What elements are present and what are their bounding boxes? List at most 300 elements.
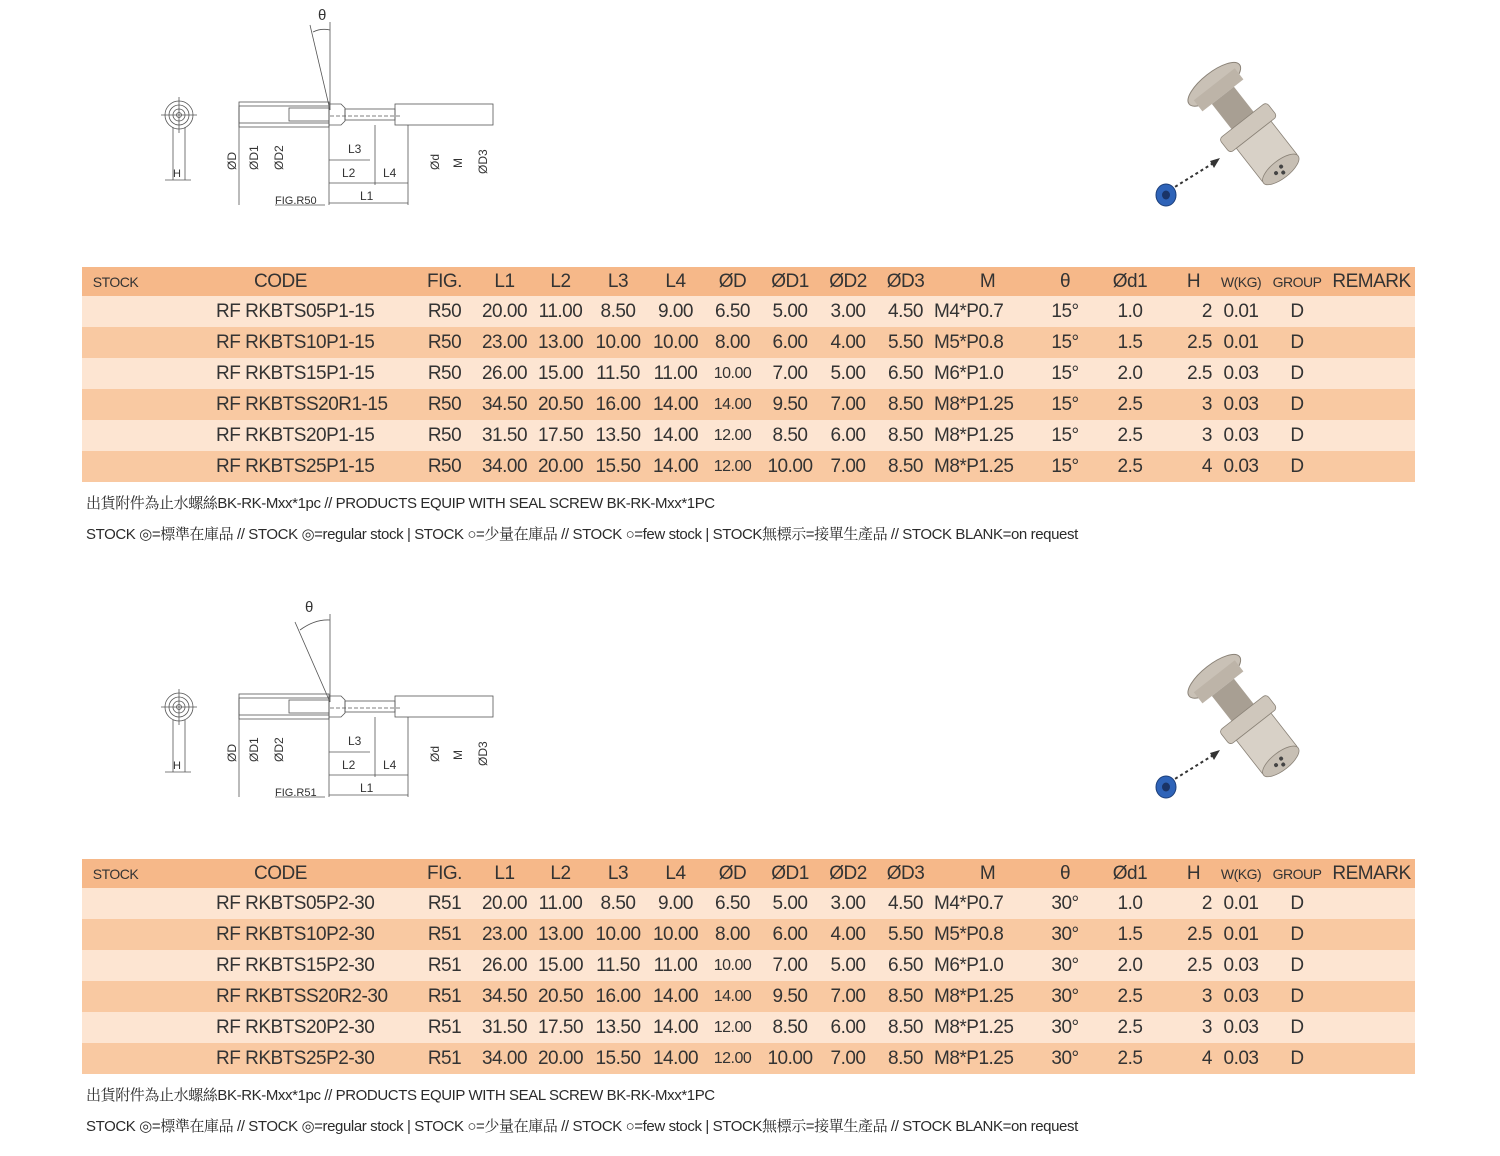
cell-l3: 13.50 [589,1012,647,1043]
cell-d3: 5.50 [877,919,934,950]
cell-group: D [1266,919,1328,950]
cell-group: D [1266,950,1328,981]
cell-theta: 15° [1041,327,1089,358]
cell-d2: 4.00 [819,919,877,950]
cell-d2: 7.00 [819,1043,877,1074]
cell-l1: 34.00 [477,451,532,482]
cell-d1: 5.00 [761,296,819,327]
col-header-remark: REMARK [1328,859,1415,888]
cell-l3: 16.00 [589,389,647,420]
cell-sd1: 1.0 [1089,296,1171,327]
spec-table [82,267,1415,482]
cell-theta: 30° [1041,888,1089,919]
col-header-l2: L2 [532,859,589,888]
cell-fig: R51 [412,1012,477,1043]
cell-m: M8*P1.25 [934,1043,1041,1074]
table-row [82,358,1415,389]
cell-d3: 8.50 [877,981,934,1012]
cell-group: D [1266,451,1328,482]
cell-theta: 15° [1041,420,1089,451]
cell-theta: 30° [1041,1012,1089,1043]
svg-text:L2: L2 [342,758,356,772]
retention-knob-render [1140,40,1350,220]
cell-theta: 30° [1041,919,1089,950]
cell-d: 10.00 [704,358,761,389]
cell-group: D [1266,389,1328,420]
cell-w: 0.03 [1216,358,1266,389]
cell-l2: 13.00 [532,327,589,358]
cell-sd1: 2.5 [1089,981,1171,1012]
col-header-d3: ØD3 [877,267,934,296]
cell-d3: 4.50 [877,888,934,919]
col-header-code: CODE [149,267,412,296]
cell-d2: 5.00 [819,950,877,981]
cell-h: 4 [1171,451,1216,482]
cell-l3: 15.50 [589,451,647,482]
table-header [82,267,1415,296]
table-row [82,451,1415,482]
cell-stock [82,981,149,1012]
svg-text:L1: L1 [360,781,374,795]
cell-theta: 15° [1041,451,1089,482]
cell-d3: 5.50 [877,327,934,358]
col-header-d3: ØD3 [877,859,934,888]
cell-d2: 6.00 [819,420,877,451]
cell-code: RF RKBTS25P1-15 [149,451,412,482]
cell-theta: 30° [1041,981,1089,1012]
cell-stock [82,389,149,420]
svg-text:L3: L3 [348,142,362,156]
svg-text:ØD3: ØD3 [476,149,490,174]
cell-stock [82,1043,149,1074]
cell-theta: 15° [1041,389,1089,420]
cell-d1: 10.00 [761,451,819,482]
spec-table [82,859,1415,1074]
cell-stock [82,327,149,358]
cell-d3: 8.50 [877,1012,934,1043]
cell-l2: 20.00 [532,1043,589,1074]
svg-text:Ød: Ød [428,745,442,762]
cell-w: 0.01 [1216,327,1266,358]
svg-text:L2: L2 [342,166,356,180]
cell-d1: 7.00 [761,358,819,389]
cell-d: 12.00 [704,1012,761,1043]
table-header [82,859,1415,888]
table-row [82,981,1415,1012]
col-header-l1: L1 [477,267,532,296]
cell-remark [1328,888,1415,919]
cell-l2: 11.00 [532,296,589,327]
col-header-h: H [1171,267,1216,296]
cell-sd1: 2.0 [1089,950,1171,981]
cell-code: RF RKBTS20P2-30 [149,1012,412,1043]
cell-fig: R50 [412,358,477,389]
cell-h: 2 [1171,296,1216,327]
cell-h: 3 [1171,981,1216,1012]
cell-fig: R50 [412,451,477,482]
cell-remark [1328,950,1415,981]
table-row [82,1043,1415,1074]
cell-d: 12.00 [704,420,761,451]
cell-code: RF RKBTS20P1-15 [149,420,412,451]
cell-sd1: 1.0 [1089,888,1171,919]
cell-m: M4*P0.7 [934,888,1041,919]
cell-m: M8*P1.25 [934,451,1041,482]
col-header-d2: ØD2 [819,267,877,296]
cell-l3: 15.50 [589,1043,647,1074]
cell-w: 0.01 [1216,296,1266,327]
cell-l4: 14.00 [647,981,704,1012]
svg-text:ØD2: ØD2 [272,145,286,170]
col-header-remark: REMARK [1328,267,1415,296]
cell-l1: 31.50 [477,1012,532,1043]
col-header-l1: L1 [477,859,532,888]
stock-legend-note: STOCK ◎=標準在庫品 // STOCK ◎=regular stock | STOCK ○=少量在庫品 // STOCK ○=few stock | STOCK無標示=接單生產品 // STOCK BLANK=on request [86,526,1078,543]
cell-code: RF RKBTS05P1-15 [149,296,412,327]
dimension-labels [225,734,490,795]
cell-l2: 15.00 [532,950,589,981]
technical-drawing [155,0,515,220]
cell-l1: 34.00 [477,1043,532,1074]
cell-sd1: 2.0 [1089,358,1171,389]
cell-remark [1328,389,1415,420]
svg-text:ØD1: ØD1 [247,145,261,170]
cell-stock [82,451,149,482]
cell-d3: 8.50 [877,451,934,482]
seal-screw [1156,776,1176,798]
col-header-w: W(KG) [1216,859,1266,888]
cell-fig: R50 [412,327,477,358]
cell-l4: 11.00 [647,358,704,389]
cell-d2: 3.00 [819,296,877,327]
cell-l4: 14.00 [647,1012,704,1043]
col-header-code: CODE [149,859,412,888]
cell-theta: 15° [1041,296,1089,327]
cell-d3: 8.50 [877,1043,934,1074]
cell-l4: 14.00 [647,451,704,482]
cell-l2: 13.00 [532,919,589,950]
technical-drawing [155,592,515,812]
cell-l1: 23.00 [477,919,532,950]
cell-d: 6.50 [704,888,761,919]
table-row [82,420,1415,451]
svg-text:L3: L3 [348,734,362,748]
cell-l2: 17.50 [532,420,589,451]
cell-h: 2.5 [1171,358,1216,389]
col-header-fig: FIG. [412,267,477,296]
cell-sd1: 1.5 [1089,919,1171,950]
cell-l1: 20.00 [477,888,532,919]
col-header-h: H [1171,859,1216,888]
svg-text:L4: L4 [383,758,397,772]
cell-fig: R51 [412,981,477,1012]
cell-fig: R50 [412,389,477,420]
svg-text:ØD: ØD [225,152,239,170]
cell-h: 4 [1171,1043,1216,1074]
cell-stock [82,888,149,919]
cell-code: RF RKBTS10P1-15 [149,327,412,358]
cell-fig: R51 [412,950,477,981]
col-header-d1: ØD1 [761,859,819,888]
svg-text:Ød: Ød [428,153,442,170]
cell-stock [82,919,149,950]
cell-code: RF RKBTS05P2-30 [149,888,412,919]
cell-w: 0.03 [1216,389,1266,420]
cell-d1: 7.00 [761,950,819,981]
cell-d1: 6.00 [761,919,819,950]
cell-h: 2.5 [1171,950,1216,981]
cell-l3: 11.50 [589,950,647,981]
cell-l2: 20.50 [532,981,589,1012]
col-header-m: M [934,859,1041,888]
cell-sd1: 2.5 [1089,420,1171,451]
cell-stock [82,358,149,389]
cell-fig: R51 [412,1043,477,1074]
cell-fig: R50 [412,296,477,327]
col-header-l2: L2 [532,267,589,296]
cell-l4: 10.00 [647,327,704,358]
cell-l4: 11.00 [647,950,704,981]
cell-l3: 13.50 [589,420,647,451]
table-row [82,327,1415,358]
table-row [82,389,1415,420]
svg-text:ØD3: ØD3 [476,741,490,766]
cell-l4: 14.00 [647,1043,704,1074]
cell-h: 3 [1171,420,1216,451]
cell-d3: 8.50 [877,389,934,420]
col-header-l4: L4 [647,859,704,888]
cell-w: 0.03 [1216,950,1266,981]
cell-remark [1328,451,1415,482]
svg-text:M: M [451,158,465,168]
col-header-sd1: Ød1 [1089,267,1171,296]
col-header-stock: STOCK [82,859,149,888]
col-header-l3: L3 [589,267,647,296]
cell-sd1: 2.5 [1089,1012,1171,1043]
cell-l2: 11.00 [532,888,589,919]
cell-stock [82,1012,149,1043]
table-row [82,1012,1415,1043]
cell-group: D [1266,981,1328,1012]
cell-l2: 17.50 [532,1012,589,1043]
cell-h: 3 [1171,1012,1216,1043]
cell-l1: 31.50 [477,420,532,451]
cell-code: RF RKBTS15P1-15 [149,358,412,389]
cell-remark [1328,358,1415,389]
cell-w: 0.01 [1216,888,1266,919]
col-header-d2: ØD2 [819,859,877,888]
cell-d: 8.00 [704,327,761,358]
col-header-l3: L3 [589,859,647,888]
cell-stock [82,296,149,327]
cell-theta: 30° [1041,1043,1089,1074]
theta-label: θ [305,599,314,616]
cell-d1: 9.50 [761,389,819,420]
cell-sd1: 2.5 [1089,1043,1171,1074]
stock-legend-note: STOCK ◎=標準在庫品 // STOCK ◎=regular stock | STOCK ○=少量在庫品 // STOCK ○=few stock | STOCK無標示=接單生產品 // STOCK BLANK=on request [86,1118,1078,1135]
h-label: H [173,168,181,180]
col-header-d: ØD [704,267,761,296]
theta-label: θ [318,7,327,24]
svg-text:ØD2: ØD2 [272,737,286,762]
cell-d: 6.50 [704,296,761,327]
cell-l2: 15.00 [532,358,589,389]
cell-l1: 34.50 [477,389,532,420]
cell-d3: 6.50 [877,358,934,389]
cell-remark [1328,327,1415,358]
cell-l2: 20.00 [532,451,589,482]
cell-l3: 10.00 [589,327,647,358]
col-header-d: ØD [704,859,761,888]
cell-code: RF RKBTSS20R1-15 [149,389,412,420]
cell-fig: R51 [412,919,477,950]
cell-w: 0.01 [1216,919,1266,950]
cell-remark [1328,296,1415,327]
col-header-d1: ØD1 [761,267,819,296]
cell-m: M5*P0.8 [934,327,1041,358]
col-header-group: GROUP [1266,267,1328,296]
col-header-w: W(KG) [1216,267,1266,296]
cell-m: M4*P0.7 [934,296,1041,327]
cell-fig: R51 [412,888,477,919]
cell-w: 0.03 [1216,1043,1266,1074]
accessory-note: 出貨附件為止水螺絲BK-RK-Mxx*1pc // PRODUCTS EQUIP WITH SEAL SCREW BK-RK-Mxx*1PC [86,1087,715,1104]
dimension-labels [225,142,490,203]
cell-d: 14.00 [704,389,761,420]
cell-h: 3 [1171,389,1216,420]
cell-sd1: 2.5 [1089,451,1171,482]
cell-d2: 7.00 [819,389,877,420]
cell-l1: 34.50 [477,981,532,1012]
cell-d: 12.00 [704,1043,761,1074]
cell-m: M8*P1.25 [934,389,1041,420]
cell-sd1: 1.5 [1089,327,1171,358]
seal-screw [1156,184,1176,206]
cell-l4: 9.00 [647,296,704,327]
cell-group: D [1266,1012,1328,1043]
cell-d2: 7.00 [819,451,877,482]
fig-label: FIG.R51 [275,787,317,799]
cell-h: 2.5 [1171,327,1216,358]
table-row [82,919,1415,950]
cell-l2: 20.50 [532,389,589,420]
col-header-m: M [934,267,1041,296]
svg-text:ØD: ØD [225,744,239,762]
cell-fig: R50 [412,420,477,451]
svg-text:L4: L4 [383,166,397,180]
cell-group: D [1266,420,1328,451]
retention-knob-render [1140,632,1350,812]
cell-m: M8*P1.25 [934,1012,1041,1043]
cell-l4: 14.00 [647,389,704,420]
cell-l3: 11.50 [589,358,647,389]
table-row [82,296,1415,327]
cell-d1: 6.00 [761,327,819,358]
theta-angle-mark [295,614,330,702]
cell-w: 0.03 [1216,981,1266,1012]
fig-label: FIG.R50 [275,195,317,207]
cell-d: 12.00 [704,451,761,482]
cell-w: 0.03 [1216,1012,1266,1043]
cell-d3: 4.50 [877,296,934,327]
col-header-fig: FIG. [412,859,477,888]
col-header-stock: STOCK [82,267,149,296]
col-header-theta: θ [1041,859,1089,888]
cell-group: D [1266,888,1328,919]
cell-m: M6*P1.0 [934,358,1041,389]
cell-d1: 5.00 [761,888,819,919]
cell-stock [82,950,149,981]
cell-d1: 8.50 [761,1012,819,1043]
cell-l3: 16.00 [589,981,647,1012]
cell-w: 0.03 [1216,451,1266,482]
cell-l4: 14.00 [647,420,704,451]
cell-l1: 26.00 [477,950,532,981]
cell-d1: 9.50 [761,981,819,1012]
cell-d1: 10.00 [761,1043,819,1074]
cell-code: RF RKBTS25P2-30 [149,1043,412,1074]
cell-code: RF RKBTS15P2-30 [149,950,412,981]
theta-angle-mark [310,22,330,110]
cell-m: M8*P1.25 [934,981,1041,1012]
cell-d2: 6.00 [819,1012,877,1043]
cell-code: RF RKBTSS20R2-30 [149,981,412,1012]
cell-l1: 26.00 [477,358,532,389]
cell-l1: 23.00 [477,327,532,358]
cell-d2: 3.00 [819,888,877,919]
col-header-sd1: Ød1 [1089,859,1171,888]
cell-remark [1328,420,1415,451]
cell-l4: 10.00 [647,919,704,950]
cell-d2: 5.00 [819,358,877,389]
cell-d2: 4.00 [819,327,877,358]
cell-d: 8.00 [704,919,761,950]
svg-text:M: M [451,750,465,760]
cell-d2: 7.00 [819,981,877,1012]
accessory-note: 出貨附件為止水螺絲BK-RK-Mxx*1pc // PRODUCTS EQUIP WITH SEAL SCREW BK-RK-Mxx*1PC [86,495,715,512]
cell-group: D [1266,327,1328,358]
cell-d: 10.00 [704,950,761,981]
cell-h: 2.5 [1171,919,1216,950]
cell-m: M8*P1.25 [934,420,1041,451]
cell-theta: 30° [1041,950,1089,981]
col-header-l4: L4 [647,267,704,296]
svg-text:L1: L1 [360,189,374,203]
cell-h: 2 [1171,888,1216,919]
cell-remark [1328,1012,1415,1043]
col-header-theta: θ [1041,267,1089,296]
cell-remark [1328,1043,1415,1074]
cell-w: 0.03 [1216,420,1266,451]
cell-m: M5*P0.8 [934,919,1041,950]
svg-text:ØD1: ØD1 [247,737,261,762]
cell-code: RF RKBTS10P2-30 [149,919,412,950]
h-label: H [173,760,181,772]
cell-stock [82,420,149,451]
cell-l3: 10.00 [589,919,647,950]
cell-group: D [1266,296,1328,327]
cell-l1: 20.00 [477,296,532,327]
cell-theta: 15° [1041,358,1089,389]
table-row [82,950,1415,981]
cell-l4: 9.00 [647,888,704,919]
table-row [82,888,1415,919]
cell-l3: 8.50 [589,296,647,327]
cell-sd1: 2.5 [1089,389,1171,420]
cell-remark [1328,919,1415,950]
col-header-group: GROUP [1266,859,1328,888]
cell-d1: 8.50 [761,420,819,451]
